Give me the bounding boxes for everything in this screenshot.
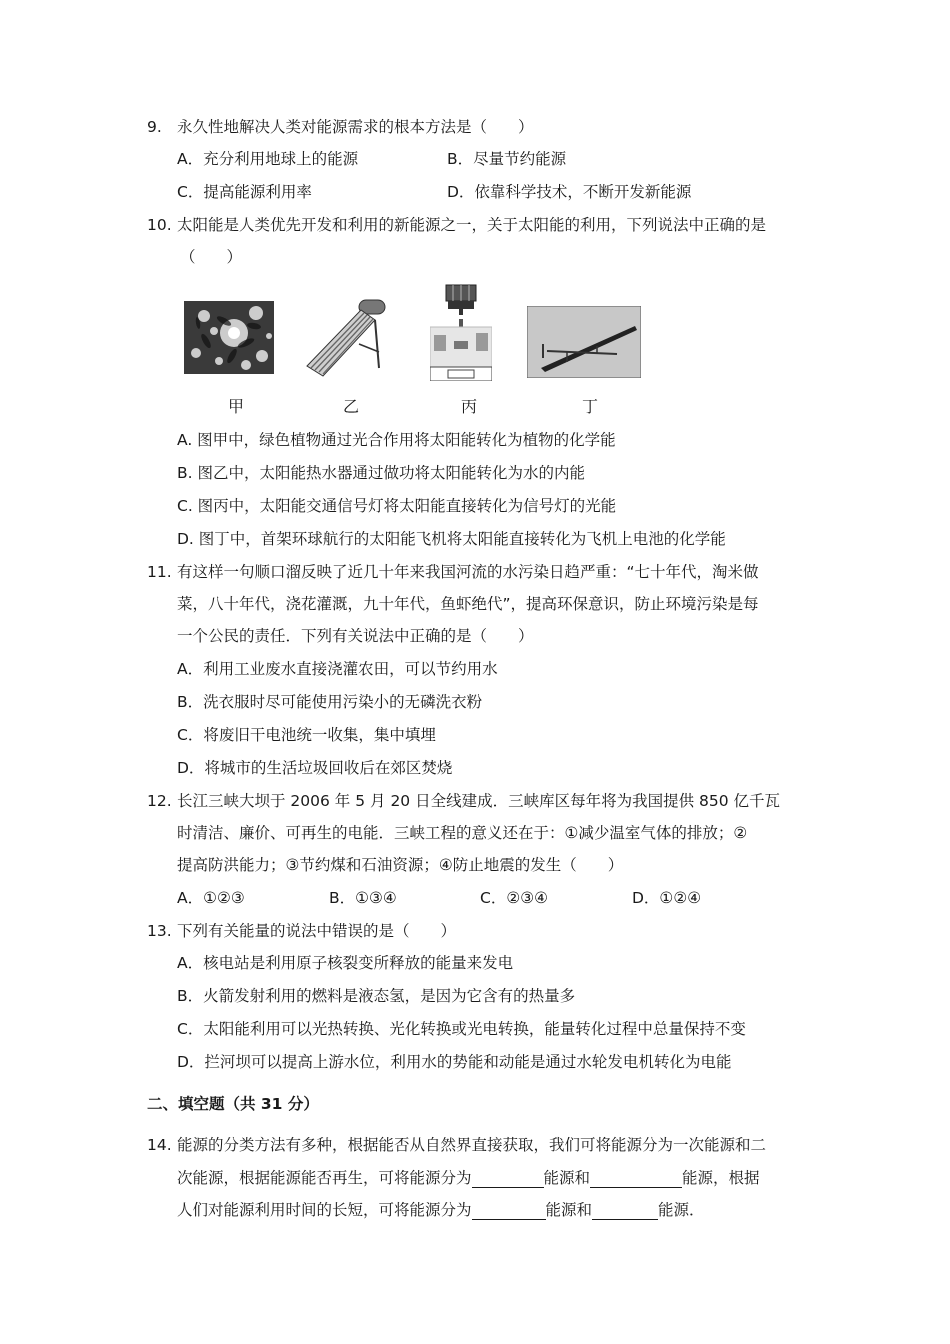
- question-stem: 提高防洪能力；③节约煤和石油资源；④防止地震的发生（ ）: [177, 856, 624, 874]
- blank-2[interactable]: [590, 1171, 682, 1188]
- option-c: C．提高能源利用率: [177, 183, 312, 201]
- figure-caption-jia: 甲: [228, 397, 245, 416]
- option-d: D．将城市的生活垃圾回收后在郊区焚烧: [177, 759, 453, 777]
- question-stem: 永久性地解决人类对能源需求的根本方法是（ ）: [177, 118, 534, 136]
- option-a: A．①②③: [177, 889, 245, 907]
- question-stem: 菜，八十年代，浇花灌溉，九十年代，鱼虾绝代”，提高环保意识，防止环境污染是每: [177, 595, 759, 613]
- option-c: C．②③④: [480, 889, 549, 907]
- option-b: B．尽量节约能源: [447, 150, 567, 168]
- question-stem-bracket: （ ）: [180, 248, 243, 266]
- blank-1[interactable]: [472, 1171, 544, 1188]
- stem-text: 能源，根据: [682, 1169, 760, 1187]
- option-c: C．将废旧干电池统一收集，集中填埋: [177, 726, 436, 744]
- option-a: A．利用工业废水直接浇灌农田，可以节约用水: [177, 660, 498, 678]
- blank-4[interactable]: [592, 1203, 658, 1220]
- figure-solar-water-heater: [299, 296, 389, 378]
- option-b: B．火箭发射利用的燃料是液态氢，是因为它含有的热量多: [177, 987, 576, 1005]
- question-stem: 有这样一句顺口溜反映了近几十年来我国河流的水污染日趋严重：“七十年代，淘米做: [177, 563, 759, 581]
- stem-text: 次能源，根据能源能否再生，可将能源分为: [177, 1169, 472, 1187]
- question-stem: 一个公民的责任．下列有关说法中正确的是（ ）: [177, 627, 534, 645]
- figure-solar-airplane: [527, 306, 641, 378]
- question-stem: 太阳能是人类优先开发和利用的新能源之一，关于太阳能的利用，下列说法中正确的是: [177, 216, 767, 234]
- question-stem: 下列有关能量的说法中错误的是（ ）: [177, 922, 457, 940]
- figure-plant-photo: [184, 301, 274, 374]
- option-a: A．核电站是利用原子核裂变所释放的能量来发电: [177, 954, 514, 972]
- option-c: C. 图丙中，太阳能交通信号灯将太阳能直接转化为信号灯的光能: [177, 497, 617, 515]
- option-a: A．充分利用地球上的能源: [177, 150, 359, 168]
- figure-caption-yi: 乙: [343, 397, 360, 416]
- question-stem-line: [177, 1168, 760, 1188]
- option-a: A. 图甲中，绿色植物通过光合作用将太阳能转化为植物的化学能: [177, 431, 616, 449]
- option-b: B．①③④: [329, 889, 397, 907]
- figure-caption-bing: 丙: [461, 397, 478, 416]
- section-title: 二、填空题（共 31 分）: [147, 1095, 319, 1113]
- blank-3[interactable]: [472, 1203, 546, 1220]
- question-number: 11.: [147, 563, 172, 581]
- question-stem: 长江三峡大坝于 2006 年 5 月 20 日全线建成．三峡库区每年将为我国提供 850 亿千瓦: [177, 792, 781, 810]
- question-number: 13.: [147, 922, 172, 940]
- figure-solar-traffic-light: [430, 283, 492, 381]
- option-d: D. 图丁中，首架环球航行的太阳能飞机将太阳能直接转化为飞机上电池的化学能: [177, 530, 726, 548]
- question-number: 10.: [147, 216, 172, 234]
- option-b: B. 图乙中，太阳能热水器通过做功将太阳能转化为水的内能: [177, 464, 585, 482]
- option-d: D．拦河坝可以提高上游水位，利用水的势能和动能是通过水轮发电机转化为电能: [177, 1053, 732, 1071]
- question-number: 9.: [147, 118, 162, 136]
- question-stem: 时清洁、廉价、可再生的电能．三峡工程的意义还在于：①减少温室气体的排放；②: [177, 824, 748, 842]
- stem-text: 能源和: [543, 1169, 591, 1187]
- option-b: B．洗衣服时尽可能使用污染小的无磷洗衣粉: [177, 693, 483, 711]
- option-c: C．太阳能利用可以光热转换、光化转换或光电转换，能量转化过程中总量保持不变: [177, 1020, 746, 1038]
- stem-text: 能源．: [658, 1201, 705, 1219]
- option-d: D．①②④: [632, 889, 702, 907]
- figure-caption-ding: 丁: [582, 397, 599, 416]
- question-number: 14.: [147, 1136, 172, 1154]
- question-stem: 能源的分类方法有多种，根据能否从自然界直接获取，我们可将能源分为一次能源和二: [177, 1136, 767, 1154]
- question-stem-line: [177, 1200, 705, 1220]
- stem-text: 人们对能源利用时间的长短，可将能源分为: [177, 1201, 472, 1219]
- stem-text: 能源和: [545, 1201, 593, 1219]
- option-d: D．依靠科学技术，不断开发新能源: [447, 183, 692, 201]
- question-number: 12.: [147, 792, 172, 810]
